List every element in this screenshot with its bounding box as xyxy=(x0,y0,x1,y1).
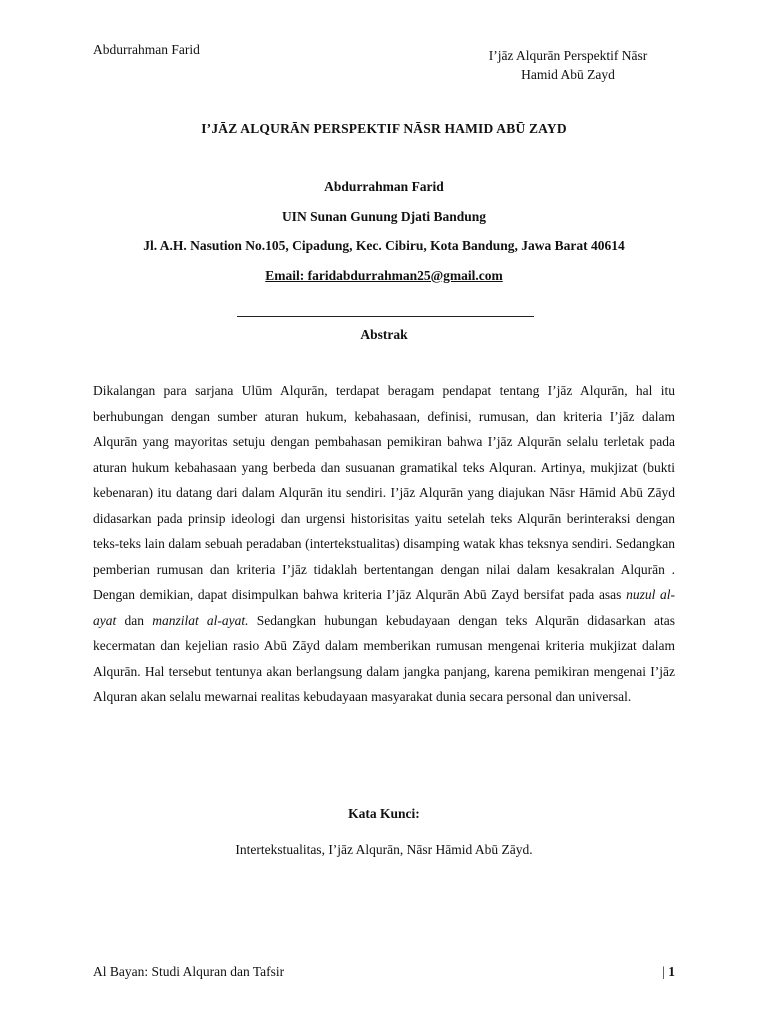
abstract-heading: Abstrak xyxy=(360,327,408,342)
abstract-text-part2: dan xyxy=(116,612,153,628)
abstract-paragraph xyxy=(93,378,675,710)
author-address: Jl. A.H. Nasution No.105, Cipadung, Kec. Cibiru, Kota Bandung, Jawa Barat 40614 xyxy=(143,238,625,253)
paper-title: I’JĀZ ALQURĀN PERSPEKTIF NĀSR HAMID ABŪ ZAYD xyxy=(201,121,567,136)
abstract-text-part3: Sedangkan hubungan kebudayaan dengan teks Alqurān didasarkan atas kecermatan dan kejelian rasio Abū Zāyd dalam memberikan rumusan mengenai kriteria mukjizat dalam Alqurān. Hal tersebut tentunya akan berlangsung dalam jangka panjang, karena pemikiran mengenai I’jāz Alquran akan selalu mewarnai realitas kebudayaan masyarakat dunia secara personal dan universal. xyxy=(93,612,675,704)
author-institution: UIN Sunan Gunung Djati Bandung xyxy=(281,208,487,224)
author-block xyxy=(0,178,768,296)
author-name: Abdurrahman Farid xyxy=(324,179,444,194)
footer-page-number xyxy=(662,964,675,980)
abstract-italic-term2: manzilat al-ayat. xyxy=(152,612,249,628)
abstract-text-part1: Dikalangan para sarjana Ulūm Alqurān, terdapat beragam pendapat tentang I’jāz Alqurān, hal itu berhubungan dengan sumber aturan hukum, kebahasaan, definisi, rumusan, dan kriteria I’jāz dalam Alqurān yang mayoritas setuju dengan pembahasan pemikiran bahwa I’jāz Alqurān selalu terletak pada aturan hukum kebahasaan yang berbeda dan susuanan gramatikal teks Alquran. Artinya, mukjizat (bukti kebenaran) itu datang dari dalam Alqurān itu sendiri. I’jāz Alqurān yang diajukan Nāsr Hāmid Abū Zāyd didasarkan pada prinsip ideologi dan urgensi historisitas yaitu setelah teks Alqurān berinteraksi dengan teks-teks lain dalam sebuah peradaban (intertekstualitas) disamping watak khas teksnya sendiri. Sedangkan pemberian rumusan dan kriteria I’jāz tidaklah bertentangan dengan nilai dalam kesakralan Alqurān . Dengan demikian, dapat disimpulkan bahwa kriteria I’jāz Alqurān Abū Zayd bersifat pada asas xyxy=(93,383,675,602)
keywords-text: Intertekstualitas, I’jāz Alqurān, Nāsr Hāmid Abū Zāyd. xyxy=(235,842,533,857)
abstract-italic-term1: nuzul al-ayat xyxy=(93,587,675,628)
footer-journal-name: Al Bayan: Studi Alquran dan Tafsir xyxy=(93,964,285,979)
running-header-title-line1: I’jāz Alqurān Perspektif Nāsr xyxy=(488,48,648,63)
running-header-title-line2: Hamid Abū Zayd xyxy=(521,67,615,82)
running-header-author: Abdurrahman Farid xyxy=(93,42,200,57)
running-header-title xyxy=(468,46,668,84)
footer-separator: | xyxy=(662,964,669,979)
page-number: 1 xyxy=(668,964,675,979)
author-email-link[interactable]: Email: faridabdurrahman25@gmail.com xyxy=(265,267,503,283)
keywords-heading: Kata Kunci: xyxy=(348,806,420,821)
divider-line xyxy=(237,316,534,317)
